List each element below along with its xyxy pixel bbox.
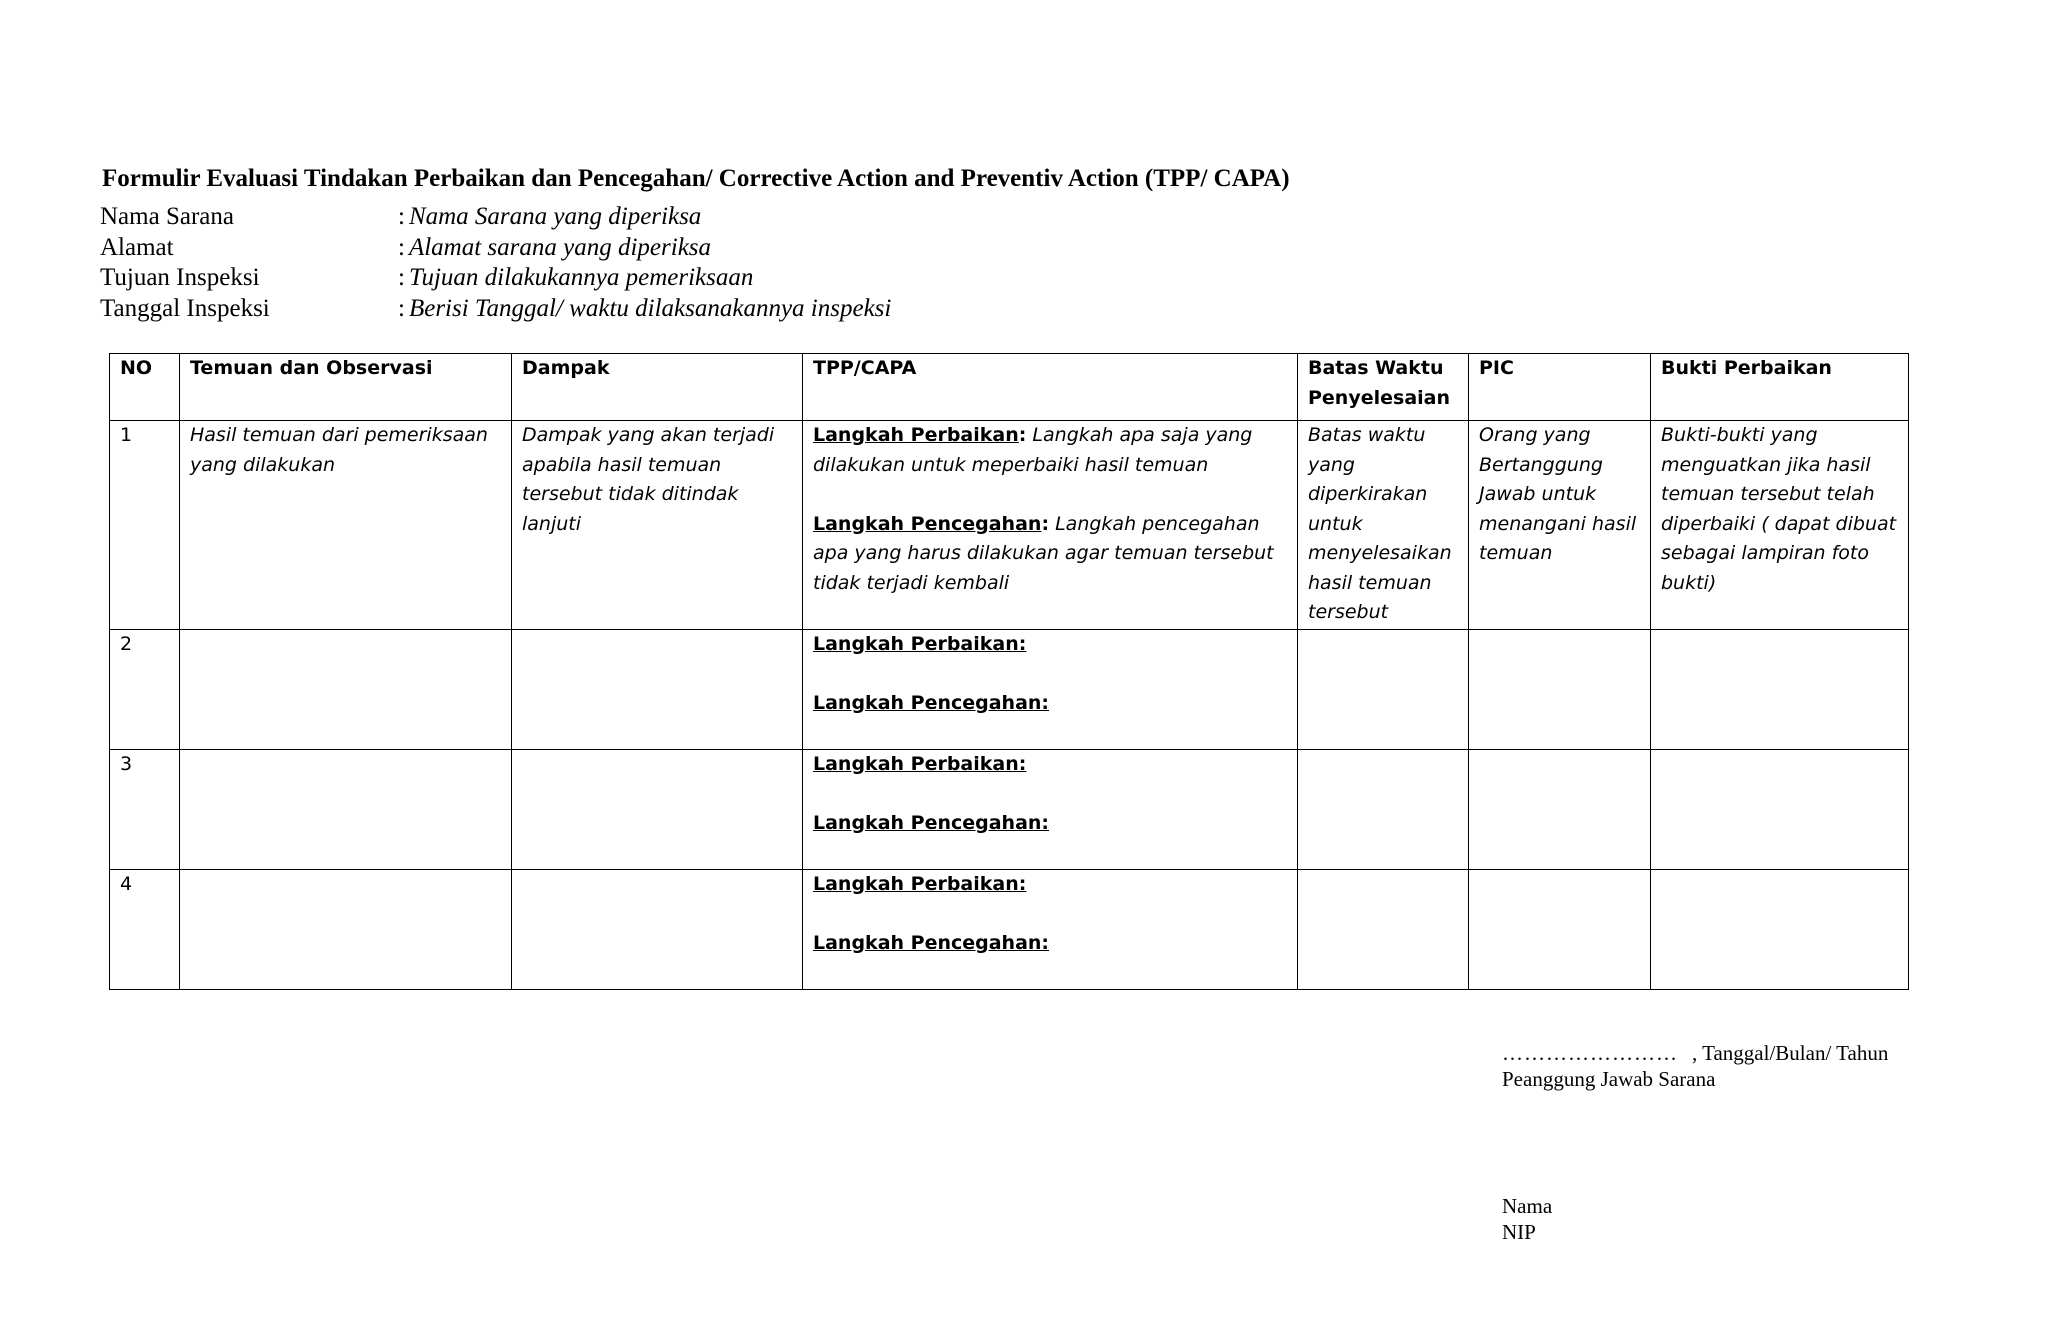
- signatory-block: [1502, 1193, 1552, 1245]
- pencegahan-colon: :: [1041, 512, 1050, 535]
- pencegahan-label: Langkah Pencegahan:: [813, 812, 1050, 834]
- table-row: [110, 630, 1909, 750]
- perbaikan-text: Langkah apa saja yang dilakukan untuk meperbaiki hasil temuan: [813, 424, 1253, 476]
- info-row-tujuan-inspeksi: [100, 263, 891, 294]
- perbaikan-block: [813, 421, 1287, 480]
- signatory-nip: NIP: [1502, 1220, 1536, 1244]
- cell-pic: [1469, 750, 1651, 870]
- perbaikan-label: Langkah Perbaikan:: [813, 753, 1027, 775]
- form-title: Formulir Evaluasi Tindakan Perbaikan dan Pencegahan/ Corrective Action and Preventiv Action (TPP/ CAPA): [102, 165, 1290, 192]
- pencegahan-block: [813, 510, 1287, 599]
- capa-table: [109, 353, 1909, 990]
- header-no: NO: [110, 354, 180, 421]
- date-blank: ……………………: [1502, 1041, 1678, 1065]
- cell-capa: [803, 421, 1298, 630]
- cell-temuan: Hasil temuan dari pemeriksaan yang dilakukan: [180, 421, 512, 630]
- table-header-row: [110, 354, 1909, 421]
- date-label: , Tanggal/Bulan/ Tahun: [1692, 1041, 1889, 1065]
- cell-bukti: [1651, 630, 1909, 750]
- cell-capa: [803, 630, 1298, 750]
- info-value: Alamat sarana yang diperiksa: [408, 233, 712, 261]
- info-label: Nama Sarana: [100, 203, 234, 230]
- info-label: Tanggal Inspeksi: [100, 294, 270, 322]
- pencegahan-label: Langkah Pencegahan:: [813, 932, 1050, 954]
- perbaikan-label: Langkah Perbaikan: [813, 424, 1019, 446]
- cell-batas-waktu: Batas waktu yang diperkirakan untuk menyelesaikan hasil temuan tersebut: [1298, 421, 1469, 630]
- cell-bukti: Bukti-bukti yang menguatkan jika hasil temuan tersebut telah diperbaiki ( dapat dibuat sebagai lampiran foto bukti): [1651, 421, 1909, 630]
- cell-pic: [1469, 630, 1651, 750]
- perbaikan-label: Langkah Perbaikan:: [813, 633, 1027, 655]
- header-batas-waktu: Batas Waktu Penyelesaian: [1298, 354, 1469, 421]
- cell-dampak: [512, 750, 803, 870]
- perbaikan-label: Langkah Perbaikan:: [813, 873, 1027, 895]
- header-bukti: Bukti Perbaikan: [1651, 354, 1909, 421]
- info-row-tanggal-inspeksi: [100, 294, 891, 325]
- signature-block: [1502, 1040, 1888, 1092]
- info-label: Tujuan Inspeksi: [100, 264, 260, 291]
- cell-dampak: [512, 870, 803, 990]
- cell-temuan: [180, 750, 512, 870]
- header-pic: PIC: [1469, 354, 1651, 421]
- info-row-alamat: [100, 233, 891, 264]
- table-row: [110, 750, 1909, 870]
- cell-pic: [1469, 870, 1651, 990]
- info-separator: :: [398, 264, 405, 291]
- cell-dampak: Dampak yang akan terjadi apabila hasil temuan tersebut tidak ditindak lanjuti: [512, 421, 803, 630]
- cell-temuan: [180, 630, 512, 750]
- cell-batas-waktu: [1298, 750, 1469, 870]
- info-value: Nama Sarana yang diperiksa: [408, 203, 702, 230]
- signatory-name: Nama: [1502, 1194, 1553, 1218]
- cell-bukti: [1651, 870, 1909, 990]
- cell-no: 2: [110, 630, 180, 750]
- pencegahan-label: Langkah Pencegahan: [813, 512, 1042, 535]
- header-temuan: Temuan dan Observasi: [180, 354, 512, 421]
- cell-capa: [803, 870, 1298, 990]
- info-label: Alamat: [100, 233, 174, 261]
- signature-date-line: [1502, 1040, 1888, 1066]
- info-separator: :: [398, 294, 405, 322]
- perbaikan-colon: :: [1018, 424, 1027, 446]
- signature-role: Peanggung Jawab Sarana: [1502, 1067, 1716, 1091]
- cell-batas-waktu: [1298, 630, 1469, 750]
- pencegahan-text: Langkah pencegahan apa yang harus dilakukan agar temuan tersebut tidak terjadi kembali: [813, 512, 1274, 594]
- cell-no: 4: [110, 870, 180, 990]
- pencegahan-label: Langkah Pencegahan:: [813, 692, 1050, 714]
- header-capa: TPP/CAPA: [803, 354, 1298, 421]
- cell-capa: [803, 750, 1298, 870]
- cell-no: 3: [110, 750, 180, 870]
- header-dampak: Dampak: [512, 354, 803, 421]
- info-value: Berisi Tanggal/ waktu dilaksanakannya inspeksi: [408, 294, 892, 322]
- info-separator: :: [398, 203, 405, 230]
- cell-batas-waktu: [1298, 870, 1469, 990]
- info-separator: :: [398, 233, 405, 261]
- info-value: Tujuan dilakukannya pemeriksaan: [408, 264, 754, 291]
- info-row-nama-sarana: [100, 202, 891, 233]
- table-row: [110, 421, 1909, 630]
- cell-dampak: [512, 630, 803, 750]
- inspection-info: [100, 202, 891, 324]
- cell-temuan: [180, 870, 512, 990]
- cell-pic: Orang yang Bertanggung Jawab untuk menangani hasil temuan: [1469, 421, 1651, 630]
- table-row: [110, 870, 1909, 990]
- cell-no: 1: [110, 421, 180, 630]
- cell-bukti: [1651, 750, 1909, 870]
